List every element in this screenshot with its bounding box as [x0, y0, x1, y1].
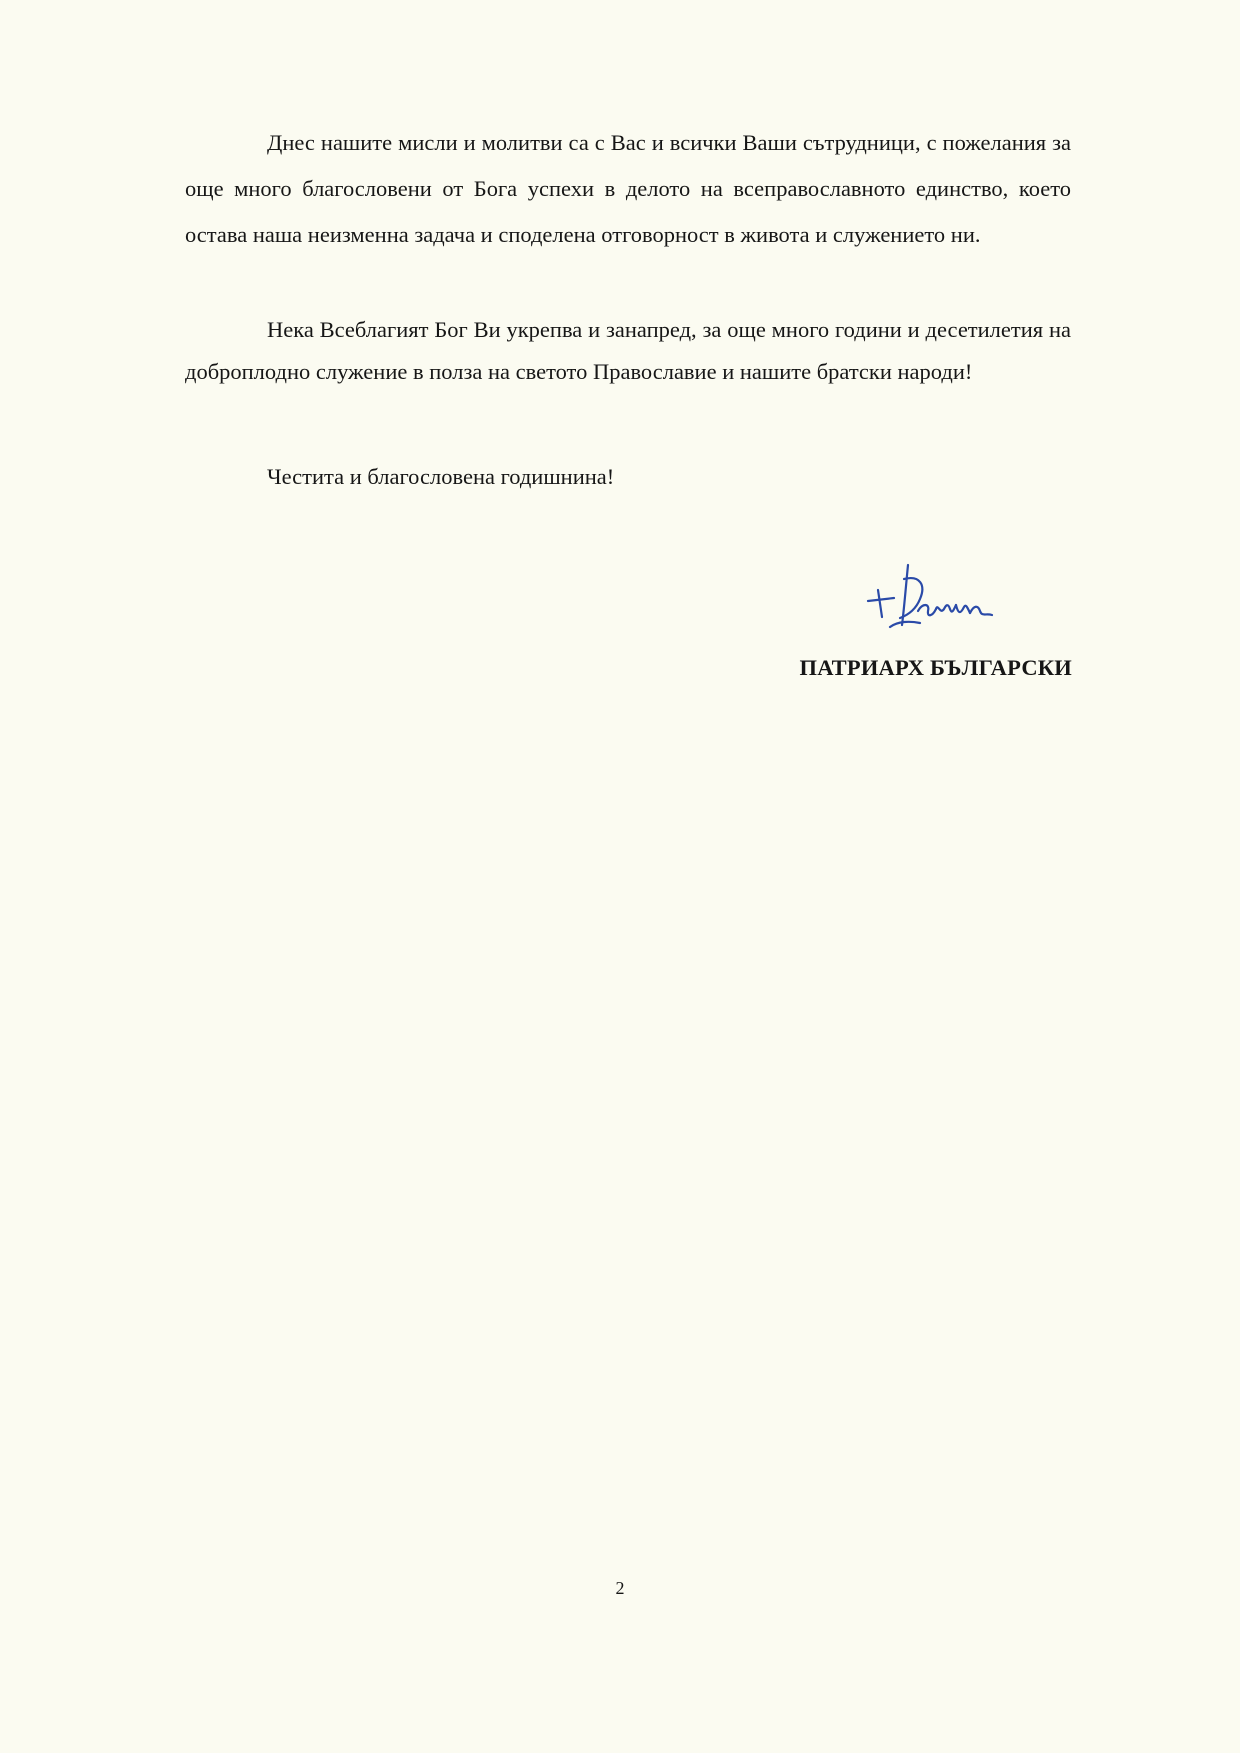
page-number: 2: [615, 1578, 625, 1598]
handwritten-signature: [860, 555, 1010, 645]
paragraph-blessing: Нека Всеблагият Бог Ви укрепва и занапред, за още много години и десетилетия на доброплодно служение в полза на светото Православие и нашите братски народи!: [185, 317, 1071, 384]
signature-icon: [860, 555, 1010, 645]
signatory-title: ПАТРИАРХ БЪЛГАРСКИ: [799, 655, 1072, 680]
paragraph-prayers: Днес нашите мисли и молитви са с Вас и всички Ваши сътрудници, с пожелания за още много благословени от Бога успехи в делото на всеправославното единство, което остава наша неизменна задача и споделена отговорност в живота и служението ни.: [185, 130, 1071, 247]
paragraph-congratulation: Честита и благословена годишнина!: [267, 464, 615, 489]
